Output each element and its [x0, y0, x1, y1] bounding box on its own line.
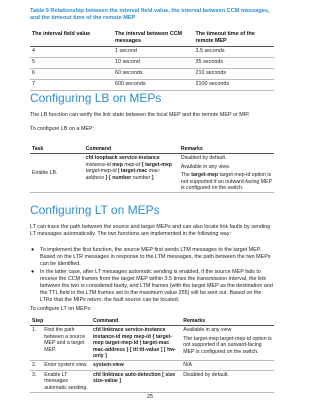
cmd-keyword: | target-mac — [117, 168, 148, 175]
table-header: Remarks — [179, 145, 274, 154]
cmd-arg: target-mep-id — [85, 168, 117, 175]
command-cell: cfd linktrace service-instance instance-id mep mep-id { target-mep target-mep-id | target-mac mac-address } [ ttl ttl-value ] [ hw-only ] — [91, 326, 181, 361]
cmd-arg: mep-id — [124, 161, 141, 168]
lb-command-table — [30, 145, 274, 193]
cmd-keyword: mep — [112, 161, 123, 168]
table-header: The timeout time of the remote MEP — [193, 30, 274, 47]
bullet-icon: ● — [31, 247, 35, 253]
cmd-arg: instance-id — [85, 161, 111, 168]
table-row — [30, 370, 274, 392]
table-cell: Enable LB. — [30, 154, 84, 193]
table-cell: 60 seconds — [113, 69, 194, 80]
step-description: Enter system view. — [42, 361, 91, 370]
remarks-cell — [181, 326, 274, 361]
table-header: Remarks — [181, 317, 274, 326]
remark-text: The — [180, 172, 190, 179]
remark: Available in any view — [183, 327, 232, 334]
interval-table — [30, 30, 274, 91]
table-cell: 6 — [30, 69, 113, 80]
cmd-keyword: { target-mep — [141, 161, 172, 168]
list-item — [30, 247, 274, 267]
paragraph: The LB function can verify the link state between the local MEP and the remote MEP or MIP. — [30, 112, 250, 118]
table-header: The interval between CCM messages — [113, 30, 194, 47]
step-number: 2. — [30, 361, 42, 370]
table-cell: 7 — [30, 80, 113, 91]
table-header: The interval field value — [30, 30, 113, 47]
table-row — [30, 47, 274, 58]
step-number: 1. — [30, 326, 42, 361]
cmd-arg: number — [132, 174, 151, 181]
table-caption: Table 9 Relationship between the interval field value, the interval between CCM messages, and the timeout time of the remote MEP — [30, 8, 270, 22]
table-cell: 2100 seconds — [193, 80, 274, 91]
bullet-list — [30, 247, 274, 305]
remark: The target-mep target-mep-id option is not supported if an outward-facing MEP is configured on the switch. — [183, 335, 272, 355]
table-row — [30, 80, 274, 91]
command-cell: system-view — [91, 361, 181, 370]
remark-keyword: target-mep — [191, 172, 219, 179]
paragraph: To configure LT on MEPs: — [30, 306, 92, 312]
table-row — [30, 326, 274, 361]
table-header: Task — [30, 145, 84, 154]
table-cell: 600 seconds — [113, 80, 194, 91]
paragraph: LT can trace the path between the source and target MEPs and can also locate link faults by sending LT messages automatically. The two functions are implemented in the following way: — [30, 224, 271, 237]
remark: Available in any view. — [180, 163, 231, 170]
section-heading-lb: Configuring LB on MEPs — [30, 91, 162, 105]
table-row — [30, 58, 274, 69]
remarks-cell: Disabled by default. — [181, 370, 274, 392]
list-item-text: To implement the first function, the source MEP first sends LTM messages to the target MEP. Based on the LTR messages in response to the LTM messages, the path between the two MEPs can be identified. — [40, 247, 271, 267]
table-cell: 4 — [30, 47, 113, 58]
page-number: 25 — [146, 394, 154, 400]
bullet-icon: ● — [31, 269, 35, 276]
step-description: Enable LT messages automatic sending. — [42, 370, 91, 392]
table-row — [30, 69, 274, 80]
table-header: Step — [30, 317, 91, 326]
table-cell: 35 seconds — [193, 58, 274, 69]
table-cell: 1 second — [113, 47, 194, 58]
step-description: Find the path between a source MEP and a target MEP. — [42, 326, 91, 361]
table-header: Command — [84, 145, 179, 154]
table-cell: 10 second — [113, 58, 194, 69]
list-item-text: In the latter case, after LT messages automatic sending is enabled, if the source MEP fails to receive the CCM frames from the target MEP within 3.5 times the transmission interval, the link between the two is considered faulty, and LTM frames (with the target MEP as the destination and the TTL field in the LTM frames set to the maximum value 255) will be sent out. Based on the LTRs that the MIPs return, the fault source can be located. — [40, 269, 273, 303]
table-cell: 210 seconds — [193, 69, 274, 80]
step-number: 3. — [30, 370, 42, 392]
command-cell — [84, 154, 179, 193]
table-cell: 5 — [30, 58, 113, 69]
command-cell: cfd linktrace auto-detection [ size size-value ] — [91, 370, 181, 392]
remark-text: target-mep-id option is not supported if an outward-facing MEP is configured on the switch. — [180, 172, 272, 192]
remarks-cell — [179, 154, 274, 193]
table-header: Command — [91, 317, 181, 326]
cmd-keyword: ] — [151, 174, 154, 181]
section-heading-lt: Configuring LT on MEPs — [30, 203, 160, 217]
remark — [181, 172, 272, 191]
remarks-cell: N/A — [181, 361, 274, 370]
remark: Disabled by default. — [180, 155, 227, 162]
cmd-keyword: cfd loopback service-instance — [85, 155, 160, 162]
lt-command-table — [30, 317, 274, 393]
cmd-arg: mac-address — [85, 168, 161, 181]
cmd-keyword: } [ number — [105, 174, 132, 181]
paragraph: To configure LB on a MEP: — [30, 126, 95, 132]
table-row — [30, 361, 274, 370]
list-item — [30, 269, 274, 303]
table-row — [30, 154, 274, 193]
table-cell: 3.5 seconds — [193, 47, 274, 58]
